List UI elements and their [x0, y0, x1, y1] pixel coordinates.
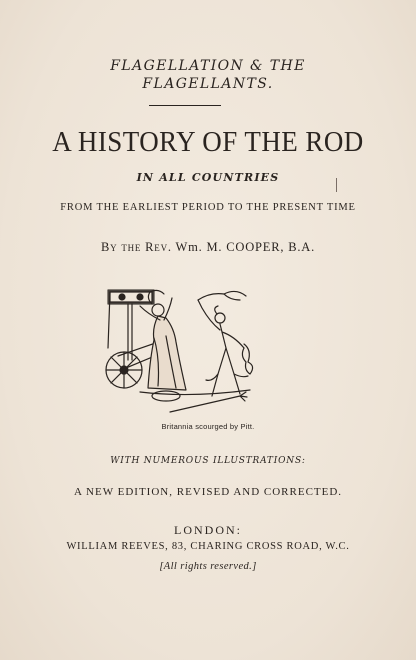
imprint-city: LONDON:	[174, 523, 242, 537]
britannia-illustration	[100, 278, 300, 418]
subtitle-countries: IN ALL COUNTRIES	[136, 171, 280, 184]
title-line-1: FLAGELLATION & THE	[110, 58, 306, 74]
margin-mark	[336, 178, 337, 192]
imprint-rights	[0, 561, 416, 572]
title-divider	[149, 105, 221, 106]
author-line	[0, 240, 416, 255]
title-line-2: FLAGELLANTS.	[142, 76, 274, 92]
rights-text: [All rights reserved.]	[159, 561, 257, 572]
main-title: A HISTORY OF THE ROD	[52, 126, 364, 158]
imprint-publisher: WILLIAM REEVES, 83, CHARING CROSS ROAD, W.C.	[66, 541, 350, 552]
illustration-caption: Britannia scourged by Pitt.	[161, 422, 255, 431]
subtitle-period: FROM THE EARLIEST PERIOD TO THE PRESENT TIME	[60, 202, 356, 213]
edition-line: A NEW EDITION, REVISED AND CORRECTED.	[73, 486, 343, 498]
author-name: Wm. M. COOPER, B.A.	[175, 240, 316, 254]
author-prefix: By the Rev.	[100, 240, 172, 254]
illustrations-note: WITH NUMEROUS ILLUSTRATIONS:	[110, 456, 306, 466]
